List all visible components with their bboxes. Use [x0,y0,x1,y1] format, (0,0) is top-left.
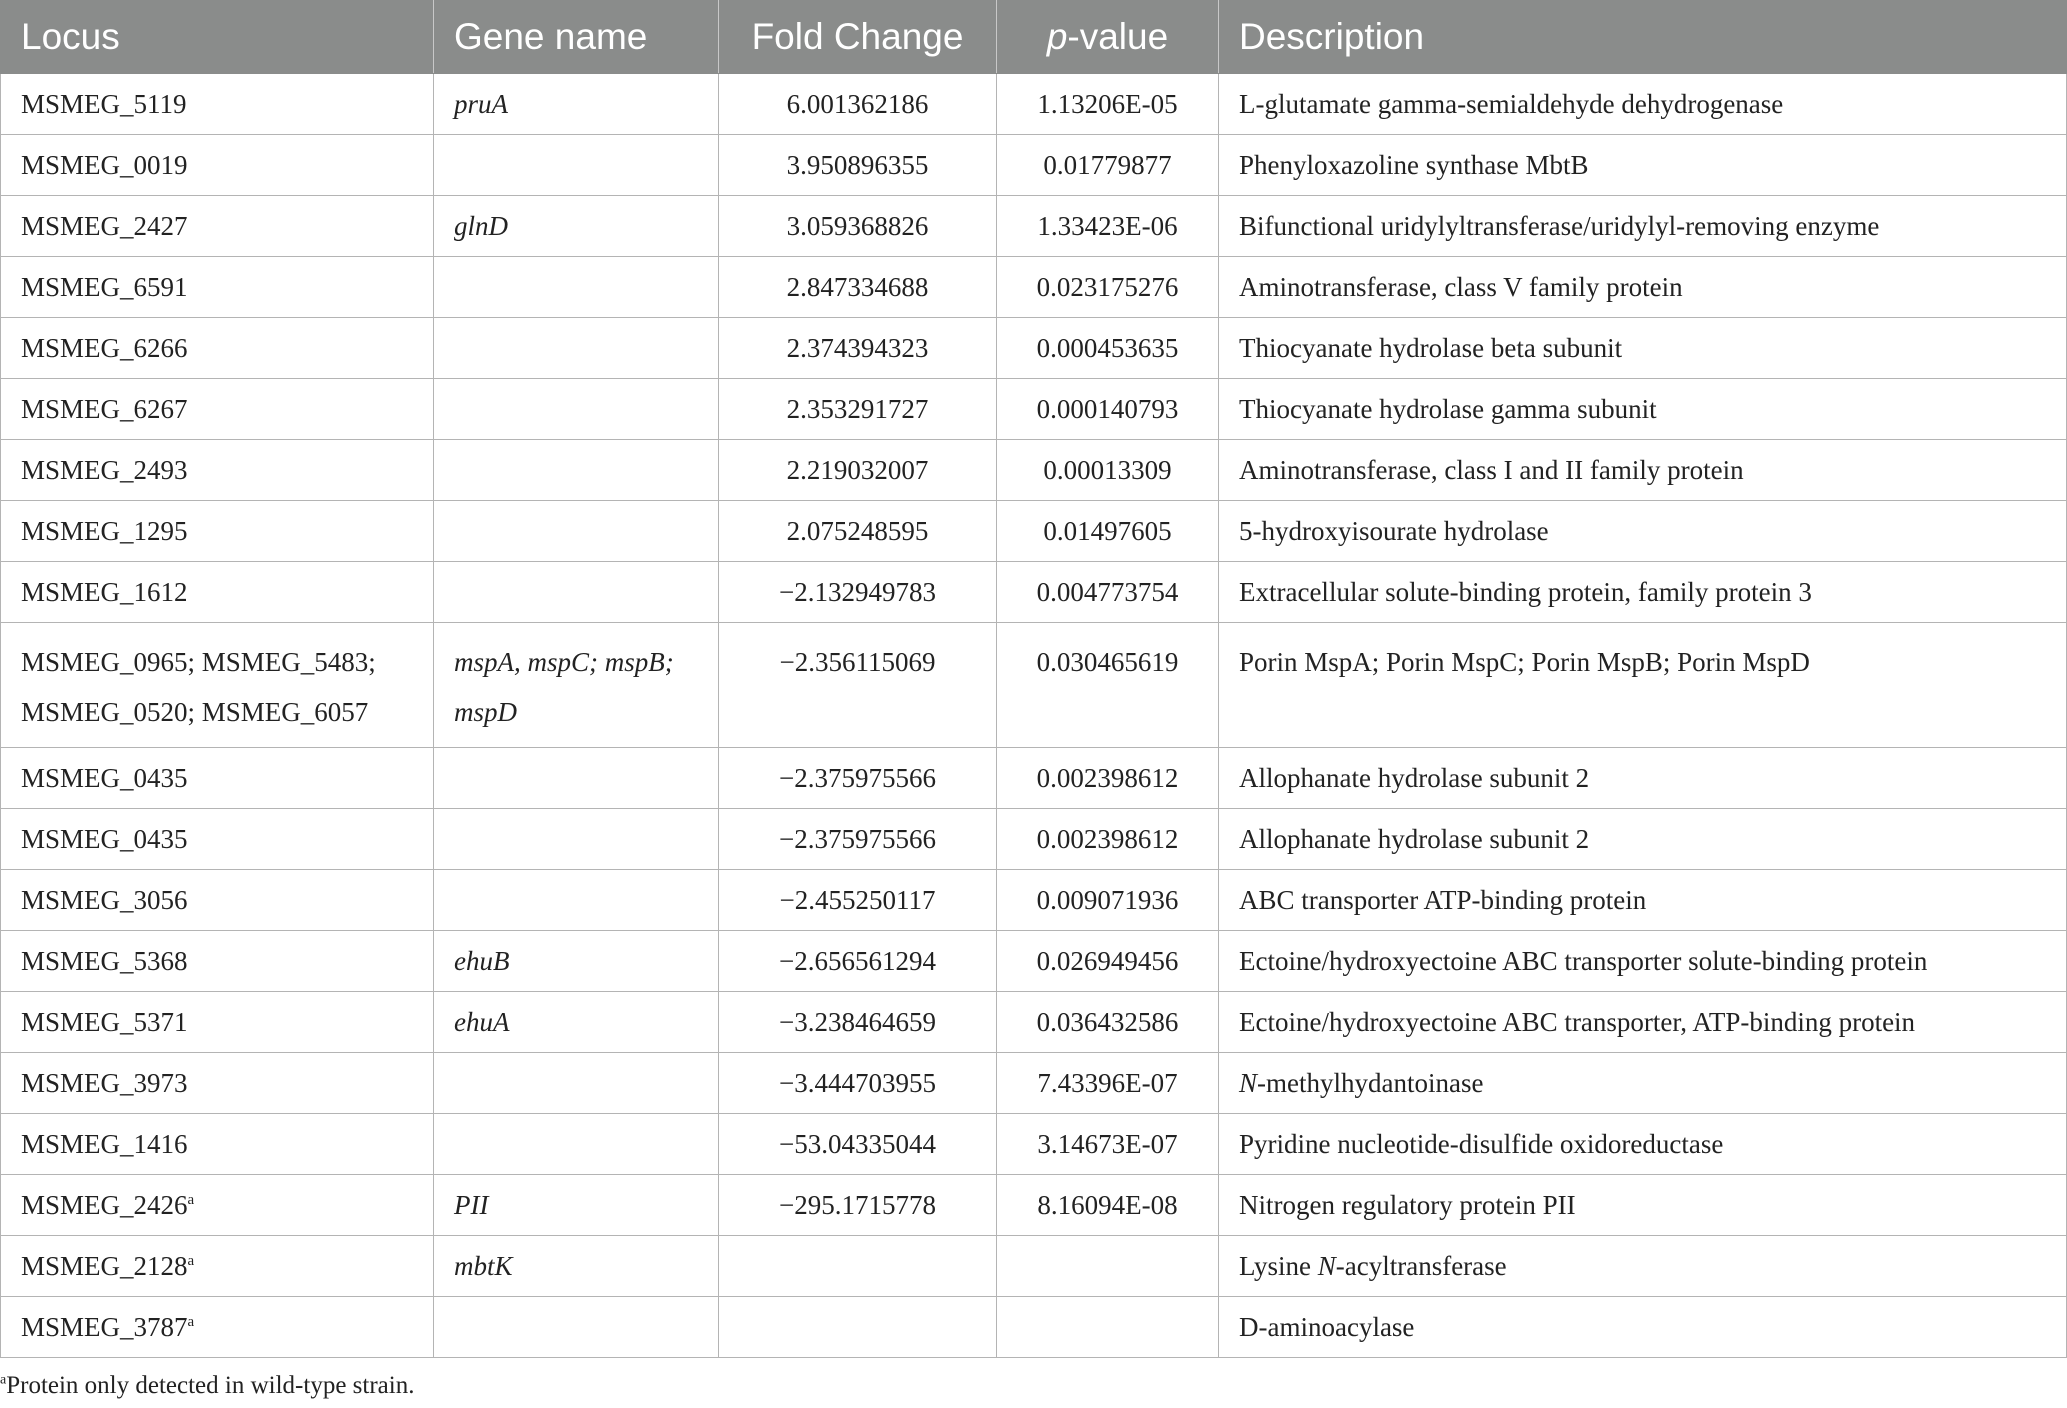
locus-text: MSMEG_1416 [21,1128,188,1159]
description-text: Extracellular solute-binding protein, family protein 3 [1239,576,1812,607]
cell-fold-change: −2.455250117 [719,870,997,931]
locus-text: MSMEG_2427 [21,210,188,241]
table-body [1,74,2067,1358]
description-suffix: -acyltransferase [1335,1250,1507,1281]
table-row [1,196,2067,257]
cell-p-value: 0.000140793 [997,379,1219,440]
cell-p-value: 0.030465619 [997,623,1219,748]
description-text: D-aminoacylase [1239,1311,1415,1342]
footnote-marker: a [0,1372,7,1388]
cell-gene-name: ehuB [434,931,719,992]
cell-gene-name [434,501,719,562]
description-text: Aminotransferase, class I and II family protein [1239,454,1744,485]
cell-p-value: 0.026949456 [997,931,1219,992]
cell-gene-name: mbtK [434,1236,719,1297]
cell-fold-change: 2.374394323 [719,318,997,379]
locus-text: MSMEG_6591 [21,271,188,302]
table-row [1,379,2067,440]
cell-gene-name [434,562,719,623]
locus-text: MSMEG_3787 [21,1311,188,1342]
cell-fold-change: −2.375975566 [719,809,997,870]
cell-description [1219,1053,2067,1114]
table-row [1,440,2067,501]
cell-fold-change: 2.847334688 [719,257,997,318]
cell-fold-change: −295.1715778 [719,1175,997,1236]
cell-p-value: 1.13206E-05 [997,74,1219,135]
header-locus: Locus [1,0,434,74]
cell-p-value: 0.002398612 [997,748,1219,809]
description-text: Pyridine nucleotide-disulfide oxidoreductase [1239,1128,1724,1159]
cell-description [1219,440,2067,501]
table-row [1,1114,2067,1175]
cell-p-value: 0.000453635 [997,318,1219,379]
table-row [1,931,2067,992]
locus-text: MSMEG_0019 [21,149,188,180]
description-text: Thiocyanate hydrolase beta subunit [1239,332,1623,363]
cell-fold-change: 2.219032007 [719,440,997,501]
description-suffix: -methylhydantoinase [1257,1067,1484,1098]
table-row [1,562,2067,623]
cell-locus [1,318,434,379]
header-description: Description [1219,0,2067,74]
description-text: Phenyloxazoline synthase MbtB [1239,149,1589,180]
cell-p-value: 0.023175276 [997,257,1219,318]
table-row [1,623,2067,748]
table-row [1,1053,2067,1114]
cell-gene-name [434,1053,719,1114]
locus-text: MSMEG_5368 [21,945,188,976]
cell-locus [1,1297,434,1358]
description-italic: N [1317,1250,1336,1281]
cell-fold-change: −2.132949783 [719,562,997,623]
table-row [1,257,2067,318]
cell-gene-name [434,1114,719,1175]
cell-p-value: 0.01497605 [997,501,1219,562]
cell-gene-name [434,318,719,379]
cell-fold-change: −53.04335044 [719,1114,997,1175]
cell-fold-change [719,1236,997,1297]
cell-p-value [997,1297,1219,1358]
locus-text: MSMEG_1295 [21,515,188,546]
cell-description [1219,870,2067,931]
header-p-value [997,0,1219,74]
table-row [1,318,2067,379]
cell-locus [1,1175,434,1236]
locus-text: MSMEG_2426 [21,1189,188,1220]
table-row [1,1236,2067,1297]
locus-footnote-marker: a [187,1313,195,1330]
footnote-text: Protein only detected in wild-type strain. [6,1372,415,1399]
cell-locus [1,257,434,318]
cell-p-value: 0.004773754 [997,562,1219,623]
cell-description [1219,257,2067,318]
cell-description [1219,196,2067,257]
header-row [1,0,2067,74]
table-row [1,748,2067,809]
header-fold-change: Fold Change [719,0,997,74]
cell-locus [1,196,434,257]
cell-gene-name [434,870,719,931]
cell-locus [1,440,434,501]
cell-p-value: 1.33423E-06 [997,196,1219,257]
cell-fold-change: 3.059368826 [719,196,997,257]
cell-locus [1,1114,434,1175]
header-p-italic: p [1046,15,1068,57]
locus-text: MSMEG_2493 [21,454,188,485]
cell-p-value: 8.16094E-08 [997,1175,1219,1236]
locus-text: MSMEG_6267 [21,393,188,424]
cell-description [1219,501,2067,562]
cell-fold-change: −3.238464659 [719,992,997,1053]
cell-fold-change: 6.001362186 [719,74,997,135]
cell-gene-name [434,257,719,318]
locus-text: MSMEG_5119 [21,88,187,119]
cell-locus [1,931,434,992]
cell-locus [1,748,434,809]
locus-text: MSMEG_1612 [21,576,188,607]
table-row [1,992,2067,1053]
cell-locus [1,1053,434,1114]
cell-fold-change: −2.375975566 [719,748,997,809]
table-row [1,501,2067,562]
description-text: Aminotransferase, class V family protein [1239,271,1683,302]
locus-text: MSMEG_3973 [21,1067,188,1098]
locus-text: MSMEG_3056 [21,884,188,915]
cell-fold-change: −2.356115069 [719,623,997,748]
cell-description [1219,809,2067,870]
locus-text: MSMEG_0965; MSMEG_5483; MSMEG_0520; MSMEG_6057 [21,647,376,727]
description-italic: N [1239,1067,1258,1098]
cell-gene-name [434,748,719,809]
table-row [1,870,2067,931]
cell-gene-name [434,379,719,440]
description-text: Ectoine/hydroxyectoine ABC transporter, ATP-binding protein [1239,1006,1916,1037]
cell-description [1219,1236,2067,1297]
locus-text: MSMEG_6266 [21,332,188,363]
locus-text: MSMEG_0435 [21,762,188,793]
cell-locus [1,562,434,623]
cell-gene-name: PII [434,1175,719,1236]
cell-gene-name [434,1297,719,1358]
cell-fold-change: −2.656561294 [719,931,997,992]
cell-description [1219,1114,2067,1175]
table-row [1,1175,2067,1236]
cell-description [1219,931,2067,992]
description-text: Nitrogen regulatory protein PII [1239,1189,1576,1220]
locus-text: MSMEG_0435 [21,823,188,854]
cell-gene-name: pruA [434,74,719,135]
cell-fold-change: 2.353291727 [719,379,997,440]
cell-gene-name [434,135,719,196]
description-text: Allophanate hydrolase subunit 2 [1239,762,1590,793]
cell-description [1219,135,2067,196]
cell-locus [1,74,434,135]
cell-description [1219,318,2067,379]
table-row [1,809,2067,870]
cell-locus [1,992,434,1053]
description-text: Lysine [1239,1250,1318,1281]
locus-text: MSMEG_5371 [21,1006,188,1037]
cell-p-value: 0.00013309 [997,440,1219,501]
cell-p-value: 3.14673E-07 [997,1114,1219,1175]
description-text: Porin MspA; Porin MspC; Porin MspB; Porin MspD [1239,647,1810,677]
cell-locus [1,379,434,440]
cell-gene-name [434,809,719,870]
cell-p-value: 0.036432586 [997,992,1219,1053]
locus-footnote-marker: a [187,1252,195,1269]
description-text: Allophanate hydrolase subunit 2 [1239,823,1590,854]
cell-description [1219,1297,2067,1358]
cell-gene-name: ehuA [434,992,719,1053]
description-text: Ectoine/hydroxyectoine ABC transporter solute-binding protein [1239,945,1928,976]
cell-fold-change: 3.950896355 [719,135,997,196]
cell-fold-change: 2.075248595 [719,501,997,562]
cell-p-value: 0.01779877 [997,135,1219,196]
locus-footnote-marker: a [187,1191,195,1208]
cell-description [1219,74,2067,135]
footnote [0,1372,414,1400]
table-row [1,135,2067,196]
description-text: ABC transporter ATP-binding protein [1239,884,1647,915]
header-gene-name: Gene name [434,0,719,74]
cell-locus [1,623,434,748]
description-text: Thiocyanate hydrolase gamma subunit [1239,393,1657,424]
cell-locus [1,135,434,196]
locus-text: MSMEG_2128 [21,1250,188,1281]
cell-locus [1,809,434,870]
cell-fold-change [719,1297,997,1358]
cell-description [1219,992,2067,1053]
cell-description [1219,379,2067,440]
cell-gene-name: mspA, mspC; mspB; mspD [434,623,719,748]
cell-description [1219,623,2067,748]
cell-locus [1,870,434,931]
cell-gene-name [434,440,719,501]
cell-p-value: 7.43396E-07 [997,1053,1219,1114]
cell-fold-change: −3.444703955 [719,1053,997,1114]
cell-p-value [997,1236,1219,1297]
description-text: Bifunctional uridylyltransferase/uridylyl-removing enzyme [1239,210,1880,241]
table-row [1,1297,2067,1358]
cell-locus [1,1236,434,1297]
cell-p-value: 0.009071936 [997,870,1219,931]
cell-description [1219,562,2067,623]
cell-gene-name: glnD [434,196,719,257]
cell-locus [1,501,434,562]
description-text: 5-hydroxyisourate hydrolase [1239,515,1549,546]
table-row [1,74,2067,135]
description-text: L-glutamate gamma-semialdehyde dehydrogenase [1239,88,1784,119]
cell-description [1219,748,2067,809]
header-p-suffix: -value [1067,15,1169,57]
cell-p-value: 0.002398612 [997,809,1219,870]
cell-description [1219,1175,2067,1236]
